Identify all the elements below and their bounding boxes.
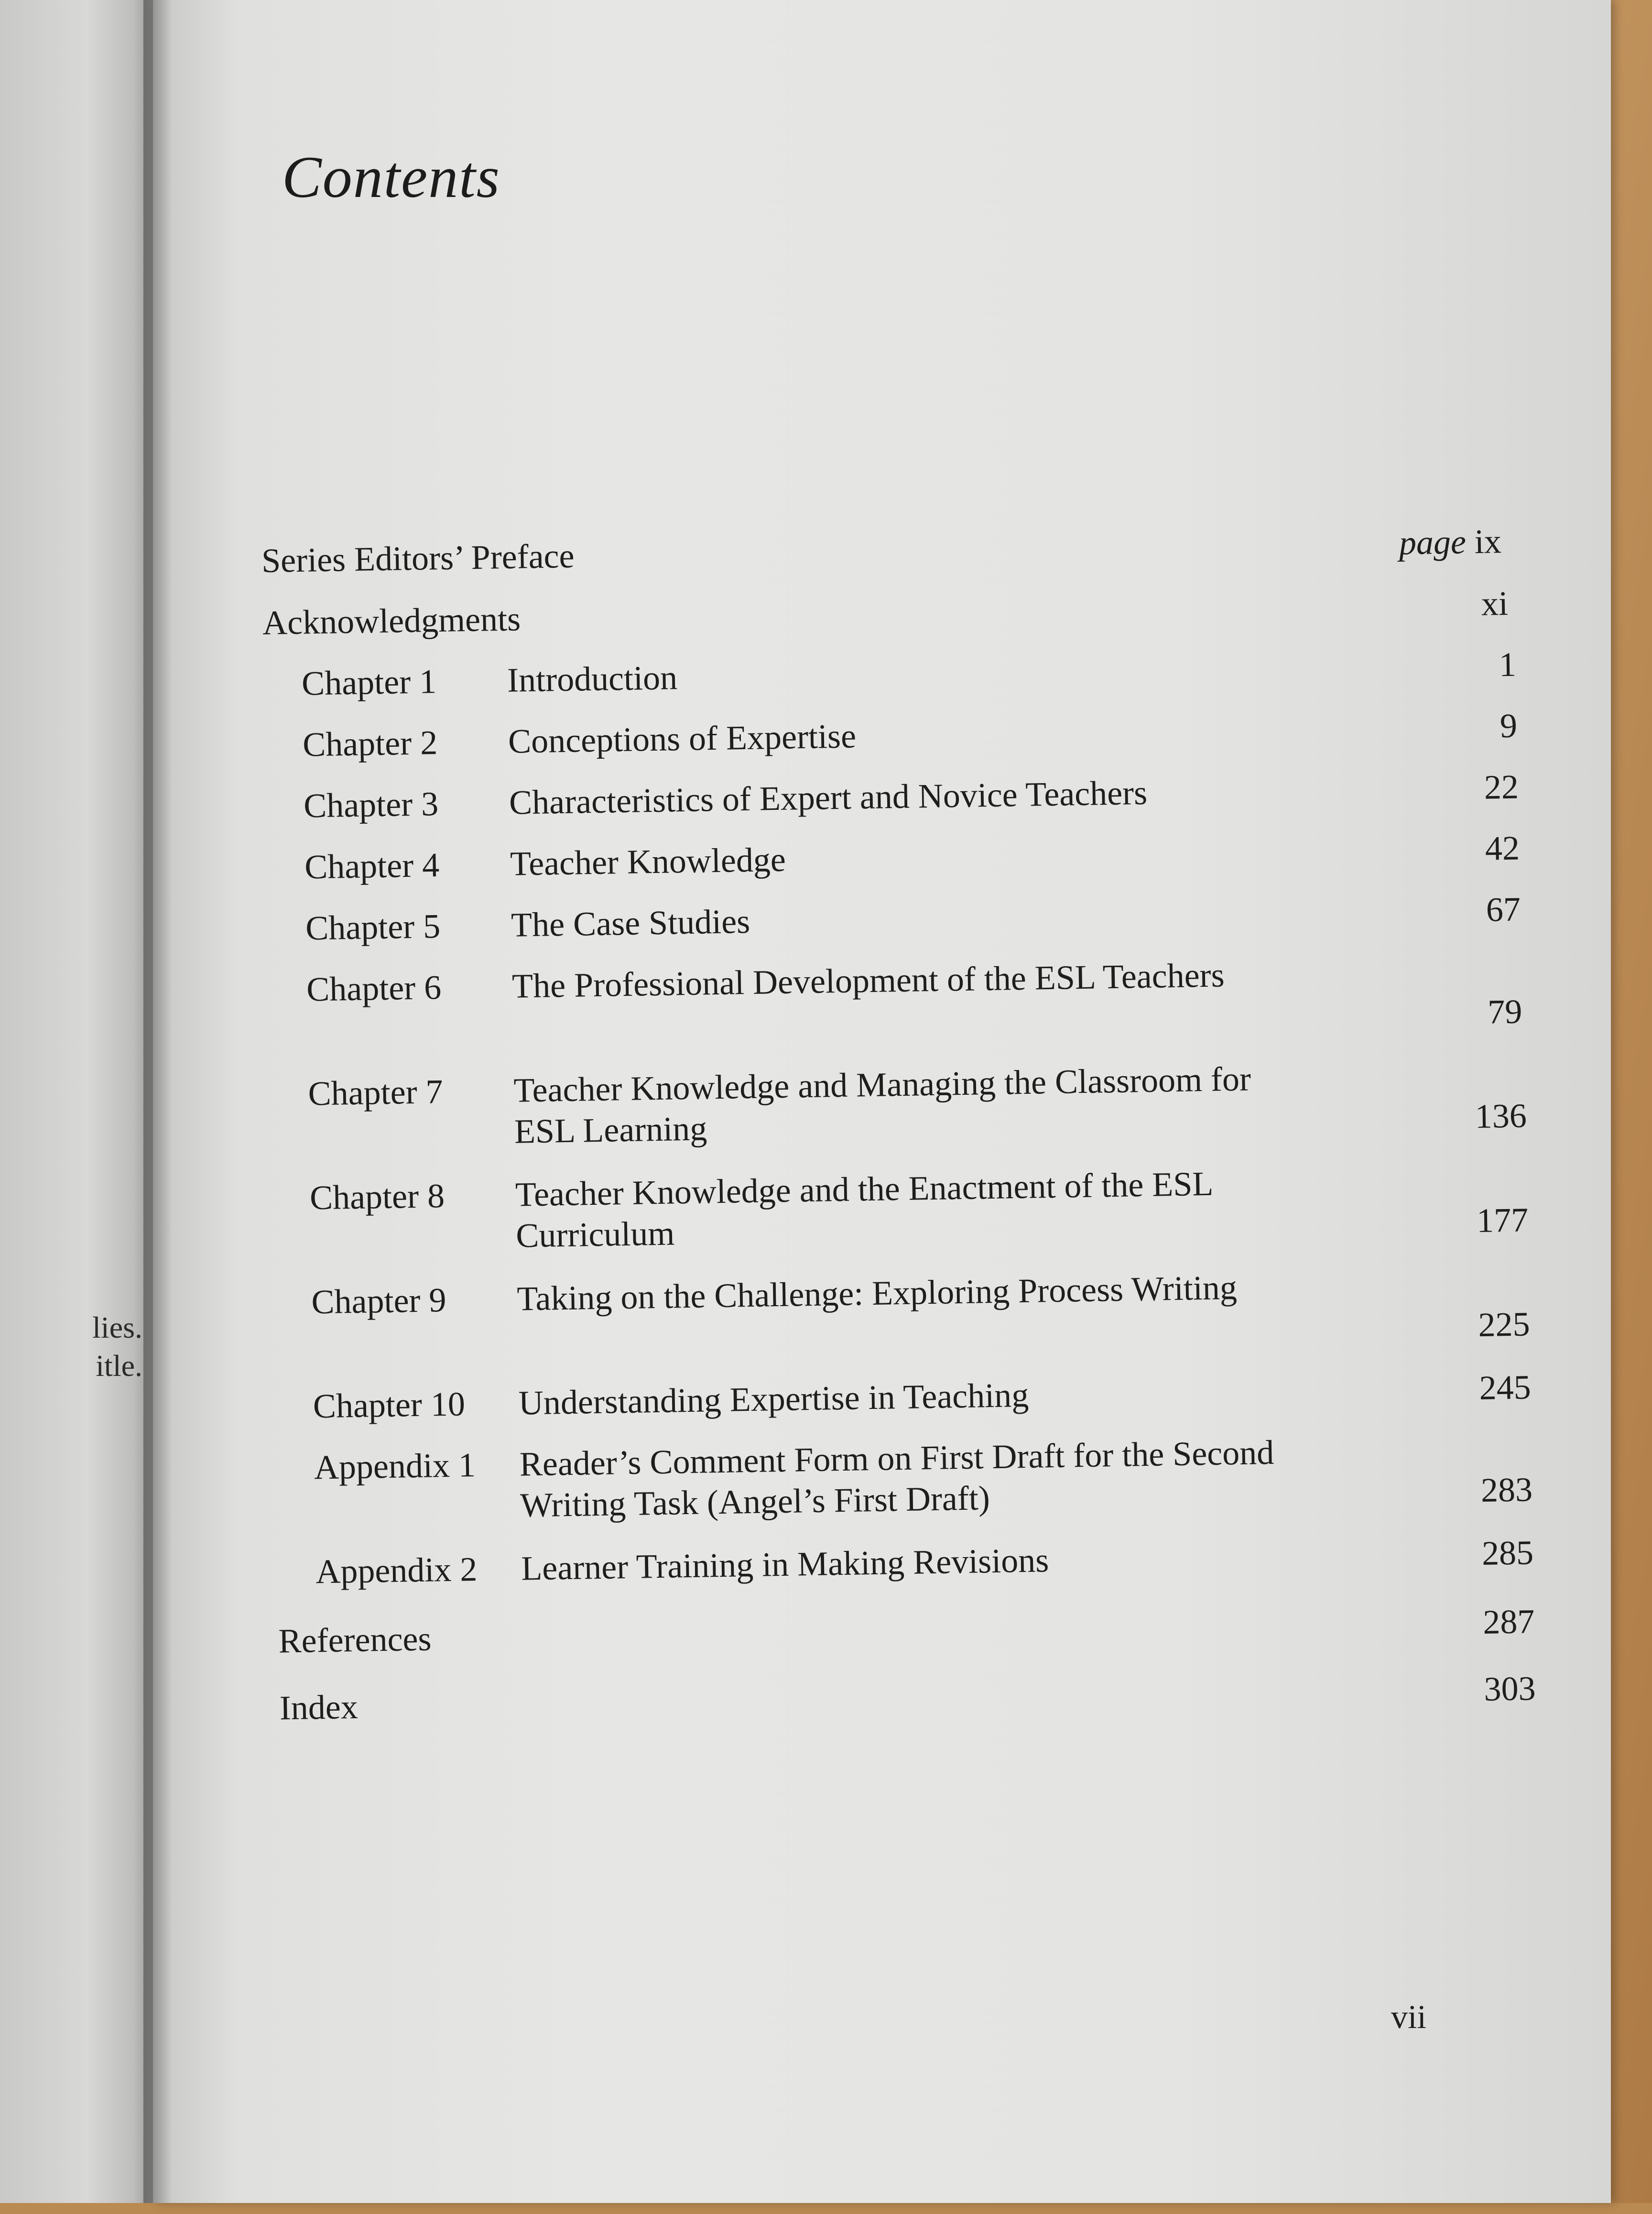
toc-entry-label: Chapter 1 <box>301 662 437 703</box>
page-title: Contents <box>282 144 500 210</box>
toc-entry-label: Chapter 4 <box>304 846 440 886</box>
table-of-contents <box>136 0 1628 2214</box>
book-gutter-shadow <box>143 0 172 2203</box>
toc-entry-title: Taking on the Challenge: Exploring Process Writing <box>516 1268 1238 1318</box>
toc-page-number: 225 <box>1478 1305 1531 1344</box>
toc-page-number: 42 <box>1485 829 1520 868</box>
contents-page <box>153 0 1611 2203</box>
left-facing-page <box>0 0 158 2203</box>
toc-entry-label: Chapter 7 <box>308 1072 444 1113</box>
toc-entry-title: Understanding Expertise in Teaching <box>518 1375 1029 1422</box>
toc-entry-title: Teacher Knowledge and Managing the Classroom for ESL Learning <box>513 1059 1251 1151</box>
toc-entry-title: Learner Training in Making Revisions <box>521 1541 1049 1588</box>
toc-entry-title: Index <box>279 1687 359 1727</box>
toc-entry-label: Appendix 1 <box>314 1446 476 1487</box>
toc-page-number: 303 <box>1483 1669 1536 1708</box>
toc-entry-title: Introduction <box>507 658 678 699</box>
toc-entry-label: Chapter 8 <box>309 1177 445 1217</box>
toc-entry-title: Characteristics of Expert and Novice Teachers <box>509 773 1148 822</box>
toc-page-number: 177 <box>1476 1200 1529 1240</box>
toc-entry-label: Chapter 10 <box>313 1385 466 1426</box>
toc-entry-title: Acknowledgments <box>262 600 521 642</box>
toc-entry-title: Reader’s Comment Form on First Draft for the Second Writing Task (Angel’s First Draft) <box>519 1433 1274 1525</box>
toc-entry-label: Chapter 6 <box>306 968 442 1009</box>
left-page-text-fragment: itle. <box>96 1349 142 1383</box>
toc-entry-label: Chapter 9 <box>311 1280 447 1321</box>
toc-entry-label: Appendix 2 <box>315 1550 478 1591</box>
toc-entry-title: The Case Studies <box>511 902 750 944</box>
left-page-text-fragment: lies. <box>92 1310 142 1344</box>
toc-page-number: page ix <box>1399 522 1502 562</box>
toc-page-number: xi <box>1481 584 1509 623</box>
toc-page-number: 9 <box>1500 706 1518 745</box>
toc-entry-title: Teacher Knowledge and the Enactment of the ESL Curriculum <box>515 1164 1213 1255</box>
toc-page-number: 22 <box>1484 767 1519 807</box>
toc-page-number: 1 <box>1499 645 1517 684</box>
toc-page-number: 245 <box>1479 1368 1532 1407</box>
toc-entry-label: Chapter 2 <box>302 723 438 764</box>
toc-entry-title: Teacher Knowledge <box>510 840 786 883</box>
toc-entry-label: Chapter 5 <box>305 907 441 948</box>
toc-page-number: 67 <box>1486 890 1521 929</box>
toc-page-number: 79 <box>1487 992 1522 1031</box>
toc-page-number: 285 <box>1481 1533 1534 1573</box>
toc-page-number: 287 <box>1482 1602 1535 1641</box>
toc-page-number: 136 <box>1475 1096 1527 1136</box>
toc-entry-title: The Professional Development of the ESL Teachers <box>511 956 1225 1005</box>
toc-page-number: 283 <box>1480 1470 1533 1510</box>
page-folio-number: vii <box>1391 1999 1426 2036</box>
toc-entry-title: References <box>278 1619 432 1660</box>
toc-entry-title: Series Editors’ Preface <box>261 536 575 580</box>
toc-entry-label: Chapter 3 <box>303 785 439 825</box>
toc-entry-title: Conceptions of Expertise <box>508 717 857 761</box>
page-prefix: page <box>1399 523 1467 562</box>
